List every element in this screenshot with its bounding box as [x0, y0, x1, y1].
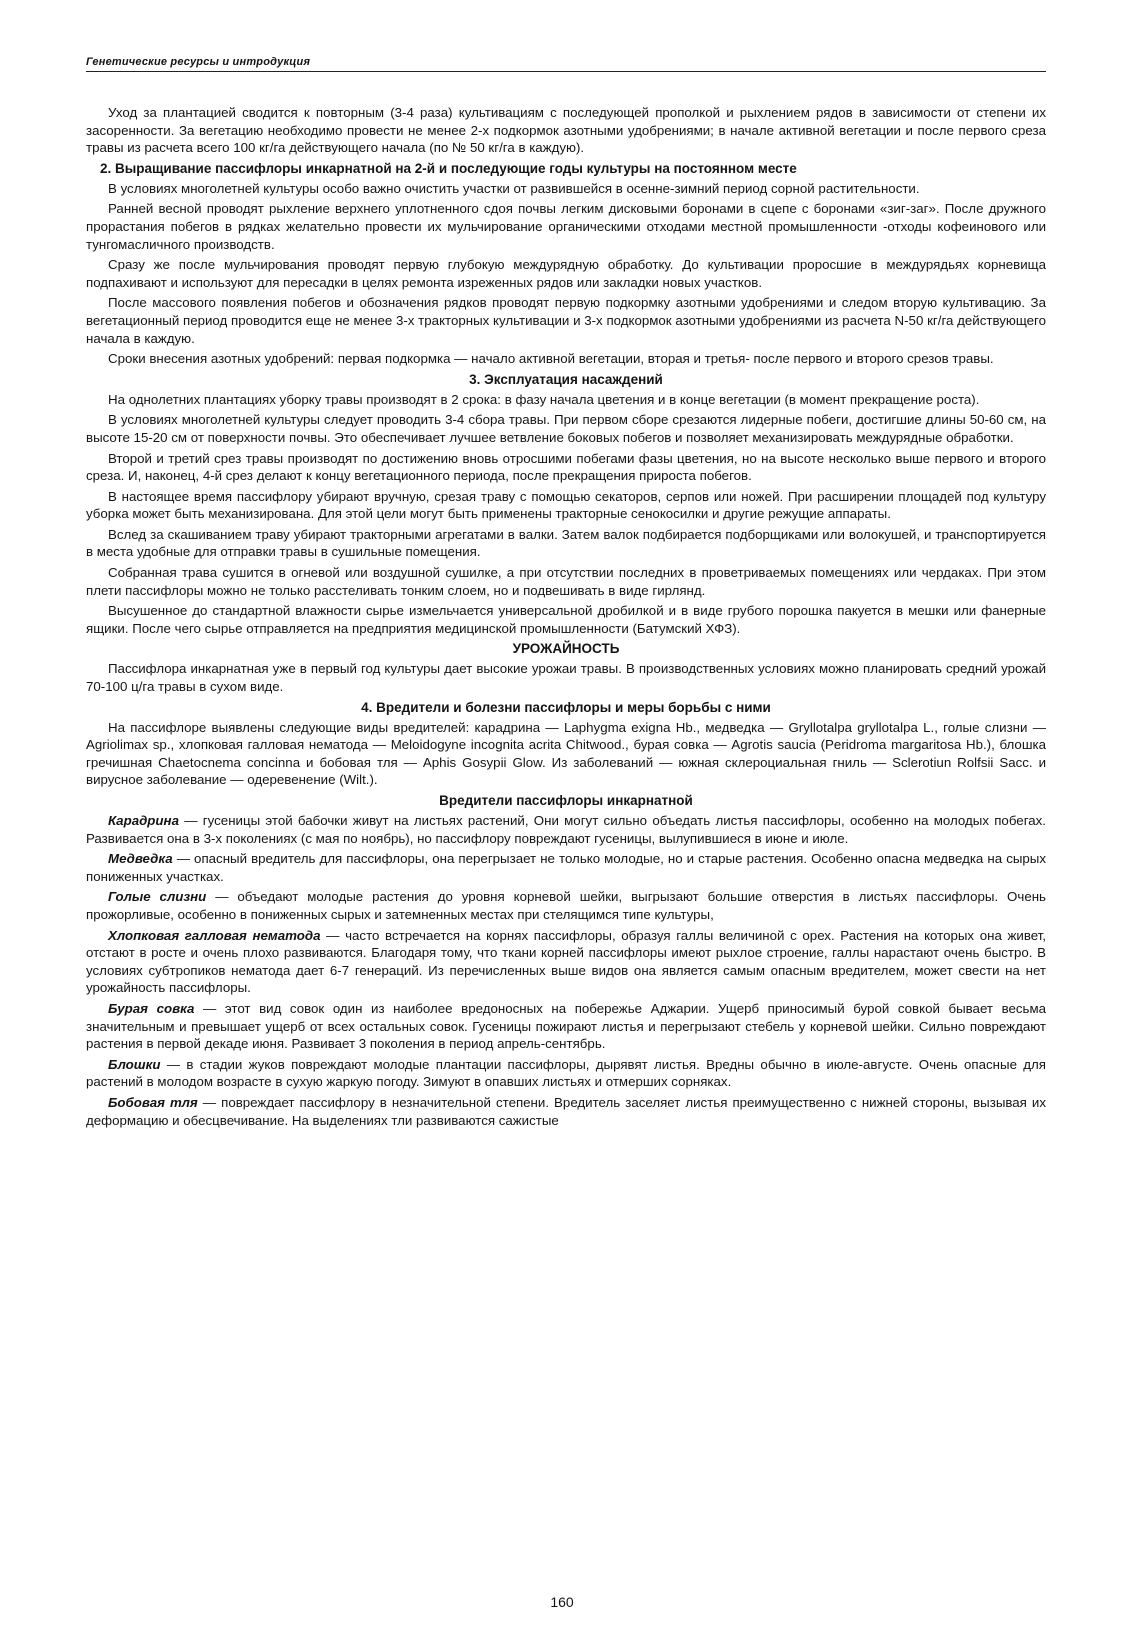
pest-description: — повреждает пассифлору в незначительной степени. Вредитель заселяет листья преимущественно с нижней стороны, вызывая их деформацию и обесцвечивание. На выделениях тли развиваются сажистые: [86, 1094, 1046, 1128]
pest-description: — опасный вредитель для пассифлоры, она перегрызает не только молодые, но и старые растения. Особенно опасна медведка на сырых пониженных участках.: [86, 851, 1046, 884]
section-heading-4: 4. Вредители и болезни пассифлоры и меры борьбы с ними: [361, 699, 771, 715]
pest-term: Карадрина: [108, 813, 179, 828]
paragraph: В условиях многолетней культуры следует проводить 3-4 сбора травы. При первом сборе срезаются лидерные побеги, достигшие длины 50-60 см, на высоте 15-20 см от поверхности почвы. Это обеспечивает лучшее ветвление боковых побегов и позволяет механизировать междурядные обработки.: [86, 412, 1046, 445]
pest-term: Голые слизни: [108, 889, 207, 905]
pest-description: — объедают молодые растения до уровня корневой шейки, выгрызают большие отверстия в листьях пассифлоры. Очень прожорливые, особенно в пониженных сырых и затемненных местах при стелящимся типе культуры,: [86, 889, 1046, 922]
paragraph: Высушенное до стандартной влажности сырье измельчается универсальной дробилкой и в виде грубого порошка пакуется в мешки или фанерные ящики. После чего сырье отправляется на предприятия медицинской промышленности (Батумский ХФЗ).: [86, 603, 1046, 636]
paragraph: На однолетних плантациях уборку травы производят в 2 срока: в фазу начала цветения и в конце вегетации (в момент прекращение роста).: [108, 391, 980, 407]
page-number: 160: [550, 1594, 574, 1610]
paragraph: После массового появления побегов и обозначения рядков проводят первую подкормку азотными удобрениями и следом вторую культивацию. За вегетационный период проводится еще не менее 3-х тракторных культивации и 3-х подкормок азотными удобрениями из расчета N-50 кг/га действующего начала в каждую.: [86, 295, 1046, 346]
pest-term: Медведка: [108, 851, 173, 867]
paragraph: Второй и третий срез травы производят по достижению вновь отросшими побегами фазы цветения, но на высоте несколько выше первого и второго среза. И, наконец, 4-й срез делают к концу вегетационного периода, после прекращения прироста побегов.: [86, 450, 1046, 484]
paragraph: Ранней весной проводят рыхление верхнего уплотненного сдоя почвы легким дисковыми боронами в сцепе с боронами «зиг-заг». После дружного прорастания побегов в рядках желательно провести их мульчирование органическими отходами местной промышленности -отходы кофеинового или тунгомасличного производств.: [86, 201, 1046, 252]
pest-term: Бобовая тля: [108, 1094, 198, 1110]
pest-entry: [86, 888, 1046, 923]
running-head: Генетические ресурсы и интродукция: [86, 56, 1046, 72]
pest-description: — часто встречается на корнях пассифлоры, образуя галлы величиной с орех. Растения на которых она живет, отстают в росте и очень плохо развиваются. Благодаря тому, что ткани корней пассифлоры имеют рыхлое строение, галлы нарастают очень быстро. В условиях субтропиков нематода дает 6-7 генераций. Из перечисленных выше видов она является самым опасным вредителем, может свести на нет урожайность пассифлоры.: [86, 927, 1046, 996]
paragraph: Уход за плантацией сводится к повторным (3-4 раза) культивациям с последующей прополкой и рыхлением рядов в зависимости от степени их засоренности. За вегетацию необходимо провести не менее 2-х подкормок азотными удобрениями; в начале активной вегетации и после первого среза травы из расчета всего 100 кг/га действующего начала (по № 50 кг/га в каждую).: [86, 105, 1046, 156]
paragraph: Пассифлора инкарнатная уже в первый год культуры дает высокие урожаи травы. В производственных условиях можно планировать средний урожай 70-100 ц/га травы в сухом виде.: [86, 661, 1046, 695]
paragraph: Сразу же после мульчирования проводят первую глубокую междурядную обработку. До культивации проросшие в междурядьях корневища подпахивают и используют для пересадки в целях ремонта изреженных рядов или закладки новых участков.: [86, 257, 1046, 290]
paragraph: Сроки внесения азотных удобрений: первая подкормка — начало активной вегетации, вторая и третья- после первого и второго срезов травы.: [108, 351, 994, 367]
paragraph: В настоящее время пассифлору убирают вручную, срезая траву с помощью секаторов, серпов или ножей. При расширении площадей под культуру уборка может быть механизирована. Для этой цели могут быть применены тракторные сенокосилки и другие режущие аппараты.: [86, 488, 1046, 522]
paragraph: Вслед за скашиванием траву убирают тракторными агрегатами в валки. Затем валок подбирается подборщиками или волокушей, и транспортируется в места удобные для отправки травы в сушильные помещения.: [86, 526, 1046, 560]
section-heading-yield: УРОЖАЙНОСТЬ: [512, 641, 620, 657]
pest-description: — в стадии жуков повреждают молодые плантации пассифлоры, дырявят листья. Вредны обычно в июле-августе. Очень опасные для растений в молодом возрасте в сухую жаркую погоду. Зимуют в опавших листьях и отмерших сорняках.: [86, 1056, 1046, 1090]
section-heading-3: 3. Эксплуатация насаждений: [469, 371, 663, 387]
pest-term: Хлопковая галловая нематода: [108, 927, 321, 943]
pest-term: Бурая совка: [108, 1000, 195, 1016]
pest-description: — этот вид совок один из наиболее вредоносных на побережье Аджарии. Ущерб приносимый бурой совкой бывает весьма значительным и превышает ущерб от всех остальных совок. Гусеницы пожирают листья и перегрызают стебель у корневой шейки. Сильно повреждают растения в первой декаде июня. Развивает 3 поколения в период апрель-сентябрь.: [86, 1000, 1047, 1052]
pest-entry: [86, 812, 1046, 847]
pest-entry: [86, 1000, 1046, 1053]
pest-entry: [86, 1056, 1046, 1091]
pest-entry: [86, 1094, 1046, 1129]
paragraph: Собранная трава сушится в огневой или воздушной сушилке, а при отсутствии последних в проветриваемых помещениях или чердаках. При этом плети пассифлоры можно не только расстеливать тонким слоем, но и подвешивать в виде гирлянд.: [86, 565, 1046, 598]
pest-entry: [86, 850, 1046, 885]
paragraph: На пассифлоре выявлены следующие виды вредителей: карадрина — Laphygma exigna Hb., медведка — Gryllotalpa gryllotalpa L., голые слизни — Agriolimax sp., хлопковая галловая нематода — Meloidogyne incognita acrita Chitwood., бурая совка — Agrotis saucia (Peridroma margaritosa Hb.), блошка гречишная Chaetocnema concinna и бобовая тля — Aphis Gosypii Glow. Из заболеваний — южная склероциальная гниль — Sclerotiun Rolfsii Sacc. и вирусное заболевание — одеревенение (Wilt.).: [86, 719, 1046, 788]
section-heading-pests: Вредители пассифлоры инкарнатной: [439, 793, 693, 808]
section-heading-2: 2. Выращивание пассифлоры инкарнатной на 2-й и последующие годы культуры на постоянном месте: [100, 160, 797, 176]
pest-entry: [86, 927, 1046, 997]
paragraph: В условиях многолетней культуры особо важно очистить участки от развившейся в осенне-зимний период сорной растительности.: [108, 180, 920, 196]
pest-term: Блошки: [108, 1056, 161, 1072]
pest-description: — гусеницы этой бабочки живут на листьях растений, Они могут сильно объедать листья пассифлоры, особенно на молодых побегах. Развивается она в 3-х поколениях (с мая по ноябрь), но пассифлору повреждают гусеницы, вылупившиеся в июне и июле.: [86, 813, 1046, 846]
page-content: [86, 104, 1046, 1132]
